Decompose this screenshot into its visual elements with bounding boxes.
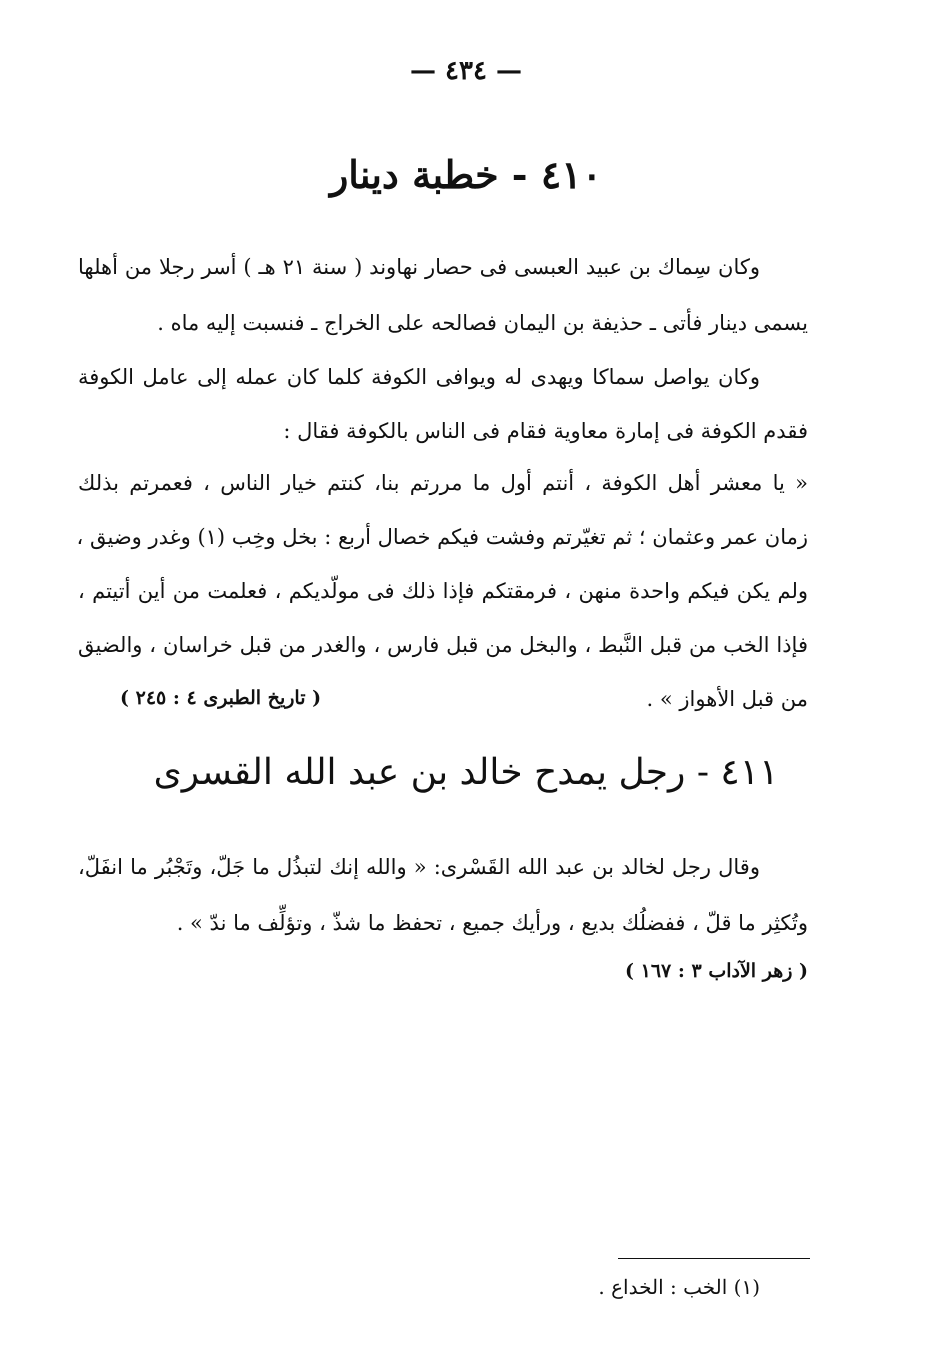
text-line: وكان سِماك بن عبيد العبسى فى حصار نهاوند ( سنة ٢١ هـ ) أسر رجلا من أهلها <box>78 255 760 279</box>
text-line: وقال رجل لخالد بن عبد الله القَسْرى: « والله إنك لتبذُل ما جَلّ، وتَجْبُر ما انفَلّ، <box>78 855 760 879</box>
text-line: من قبل الأهواز » . <box>646 687 808 711</box>
section-heading-411: ٤١١ - رجل يمدح خالد بن عبد الله القسرى <box>153 752 779 793</box>
text-line: زمان عمر وعثمان ؛ ثم تغيّرتم وفشت فيكم خصال أربع : بخل وخِب (١) وغدر وضيق ، <box>76 525 808 549</box>
text-line: فقدم الكوفة فى إمارة معاوية فقام فى الناس بالكوفة فقال : <box>283 419 808 443</box>
footnote: (١) الخب : الخداع . <box>598 1275 760 1299</box>
text-line: « يا معشر أهل الكوفة ، أنتم أول ما مررتم بنا، كنتم خيار الناس ، فعمرتم بذلك <box>78 471 808 495</box>
page-number: — ٤٣٤ — <box>409 56 523 86</box>
text-line: وكان يواصل سماكا ويهدى له ويوافى الكوفة كلما كان عمله إلى عامل الكوفة <box>78 365 760 389</box>
text-line: ولم يكن فيكم واحدة منهن ، فرمقتكم فإذا ذلك فى مولّديكم ، فعلمت من أين أتيتم ، <box>78 579 808 603</box>
citation-tabari: ( تاريخ الطبرى ٤ : ٢٤٥ ) <box>120 687 322 709</box>
section-heading-410: ٤١٠ - خطبة دينار <box>329 152 603 197</box>
citation-zahr-aladab: ( زهر الآداب ٣ : ١٦٧ ) <box>625 960 808 982</box>
text-line: يسمى دينار فأتى ـ حذيفة بن اليمان فصالحه على الخراج ـ فنسبت إليه ماه . <box>157 311 808 335</box>
footnote-divider <box>618 1258 810 1259</box>
text-line: وتُكثِر ما قلّ ، ففضلُك بديع ، ورأيك جميع ، تحفظ ما شذّ ، وتؤلِّف ما ندّ » . <box>176 911 808 935</box>
text-line: فإذا الخب من قبل النَّبط ، والبخل من قبل فارس ، والغدر من قبل خراسان ، والضيق <box>78 633 808 657</box>
